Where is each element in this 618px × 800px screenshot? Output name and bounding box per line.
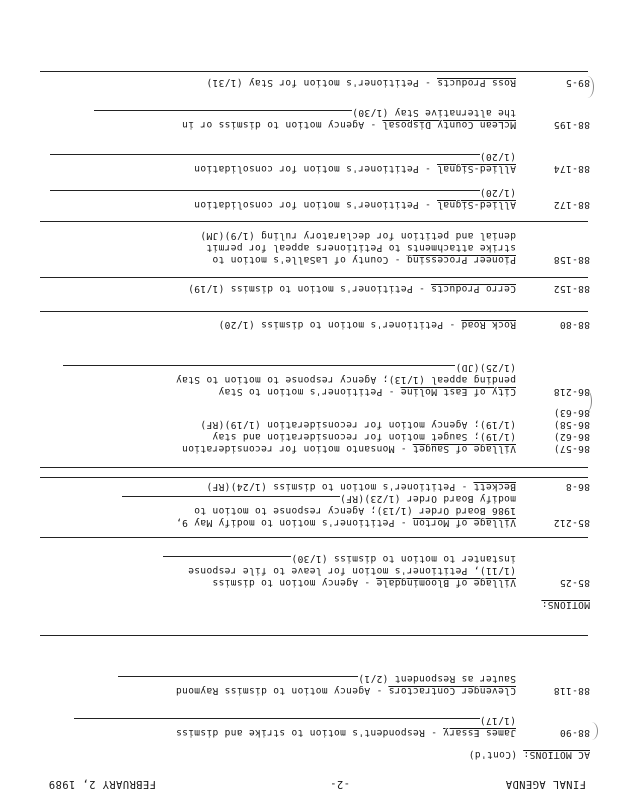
punch-hole-mark xyxy=(581,76,594,98)
entry-text: strike attachments to Petitioners appeal for permit xyxy=(206,242,516,253)
entry-text: (1/11), Petitioner's motion for leave to file response xyxy=(187,565,516,576)
case-name: Ross Products xyxy=(437,77,516,88)
agenda-entry xyxy=(46,672,516,696)
ac-motions-title: AC MOTIONS: xyxy=(523,749,590,760)
case-name: Rock Road xyxy=(461,319,516,330)
page-header xyxy=(38,776,598,790)
header-date: FEBRUARY 2, 1989 xyxy=(48,778,156,790)
section-divider xyxy=(40,635,588,636)
entry-text: - Petitioner's motion to modify May 9, xyxy=(175,517,413,528)
docket-number: 88-172 xyxy=(553,199,590,210)
motions-heading xyxy=(541,599,590,610)
entry-text: instanter to motion to dismiss (1/30) xyxy=(291,553,516,564)
docket-number: 88-174 xyxy=(553,163,590,174)
agenda-entry xyxy=(46,76,516,88)
docket-number: 88-80 xyxy=(559,319,590,330)
entry-text: - Petitioner's motion for consolidation xyxy=(193,199,437,210)
entry-divider xyxy=(40,277,588,278)
case-name: McLean County Disposal xyxy=(382,119,516,130)
ac-motions-cont: (Cont'd) xyxy=(468,749,518,760)
entry-divider xyxy=(40,311,588,312)
entry-text: - Petitioner's motion to dismiss (1/19) xyxy=(187,283,431,294)
header-page-number: -2- xyxy=(329,778,350,790)
ac-motions-heading xyxy=(468,749,590,760)
agenda-entry xyxy=(46,714,516,738)
agenda-entry xyxy=(46,106,516,130)
entry-divider xyxy=(40,537,588,538)
punch-hole-mark xyxy=(585,722,598,740)
entry-text: - Respondent's motion to strike and dismiss xyxy=(175,727,444,738)
agenda-entry xyxy=(46,318,516,330)
entry-divider xyxy=(40,221,588,222)
entry-text: - Agency motion to dismiss xyxy=(212,577,377,588)
entry-text: (1/20) xyxy=(479,151,516,162)
entry-text: 1986 Board Order (1/13); Agency response to motion to xyxy=(193,505,516,516)
agenda-entry xyxy=(46,150,516,174)
agenda-entry xyxy=(46,282,516,294)
entry-text: (1/19); Agency motion for reconsideration (1/19)(RF) xyxy=(200,419,516,430)
entry-text: - Petitioner's motion for consolidation xyxy=(193,163,437,174)
entry-text: - Petitioner's motion to dismiss (1/20) xyxy=(218,319,462,330)
docket-number: 88-118 xyxy=(553,685,590,696)
docket-number: 88-152 xyxy=(553,283,590,294)
case-name: Village of Morton xyxy=(412,517,516,528)
entry-text: - Petitioner's motion to Stay xyxy=(218,386,401,397)
entry-text: - Agency motion to dismiss or in xyxy=(181,119,383,130)
entry-text: - County of LaSalle's motion to xyxy=(212,254,407,265)
entry-divider xyxy=(40,71,588,72)
entry-text: Sauter as Respondent (2/1) xyxy=(358,673,516,684)
docket-number: 86-218 xyxy=(553,386,590,397)
agenda-entry xyxy=(46,418,516,454)
agenda-entry xyxy=(46,480,516,492)
agenda-entry xyxy=(46,229,516,265)
case-name: Pioneer Processing xyxy=(406,254,516,265)
case-name: James Essary xyxy=(443,727,516,738)
entry-divider xyxy=(40,477,588,478)
case-name: Cerro Products xyxy=(430,283,516,294)
punch-hole-mark xyxy=(581,390,592,412)
docket-number: 85-25 xyxy=(559,577,590,588)
entry-text: denial and petition for declaratory ruling (1/9)(JM) xyxy=(200,230,516,241)
docket-number: 86-8 xyxy=(565,481,590,492)
docket-number: 88-195 xyxy=(553,119,590,130)
motions-title: MOTIONS: xyxy=(541,599,590,610)
entry-text: modify Board Order (1/23)(RF) xyxy=(339,493,516,504)
entry-text: the alternative Stay (1/30) xyxy=(351,107,516,118)
entry-text: - Petitioner's motion for Stay (1/31) xyxy=(206,77,437,88)
entry-text: pending appeal (1/13); Agency response to motion to Stay xyxy=(175,374,516,385)
entry-text: - Monsanto motion for reconsideration xyxy=(181,443,413,454)
entry-text: (1/17) xyxy=(479,715,516,726)
entry-text: (1/20) xyxy=(479,187,516,198)
entry-text: - Agency motion to dismiss Raymond xyxy=(175,685,389,696)
case-name: Beckett xyxy=(473,481,516,492)
docket-number: 88-90 xyxy=(559,727,590,738)
docket-number: 88-158 xyxy=(553,254,590,265)
case-name: Village of Sauget xyxy=(412,443,516,454)
docket-number: 86-57) 86-62) 86-58) 86-63) xyxy=(553,407,590,454)
entry-text: (1/19); Sauget motion for reconsideration and stay xyxy=(212,431,516,442)
agenda-entry xyxy=(46,186,516,210)
entry-divider xyxy=(40,467,588,468)
agenda-entry xyxy=(46,361,516,397)
entry-text: - Petitioner's motion to dismiss (1/24)(RF) xyxy=(206,481,474,492)
docket-number: 89-5 xyxy=(565,77,590,88)
case-name: City of East Moline xyxy=(400,386,516,397)
case-name: Allied-Signal xyxy=(437,163,516,174)
agenda-entry xyxy=(46,552,516,588)
header-agenda-title: FINAL AGENDA xyxy=(505,778,586,790)
case-name: Allied-Signal xyxy=(437,199,516,210)
docket-number: 85-212 xyxy=(553,517,590,528)
case-name: Village of Bloomingdale xyxy=(376,577,516,588)
entry-text: (1/25)(JD) xyxy=(455,362,516,373)
agenda-entry xyxy=(46,492,516,528)
case-name: Clevenger Contractors xyxy=(388,685,516,696)
